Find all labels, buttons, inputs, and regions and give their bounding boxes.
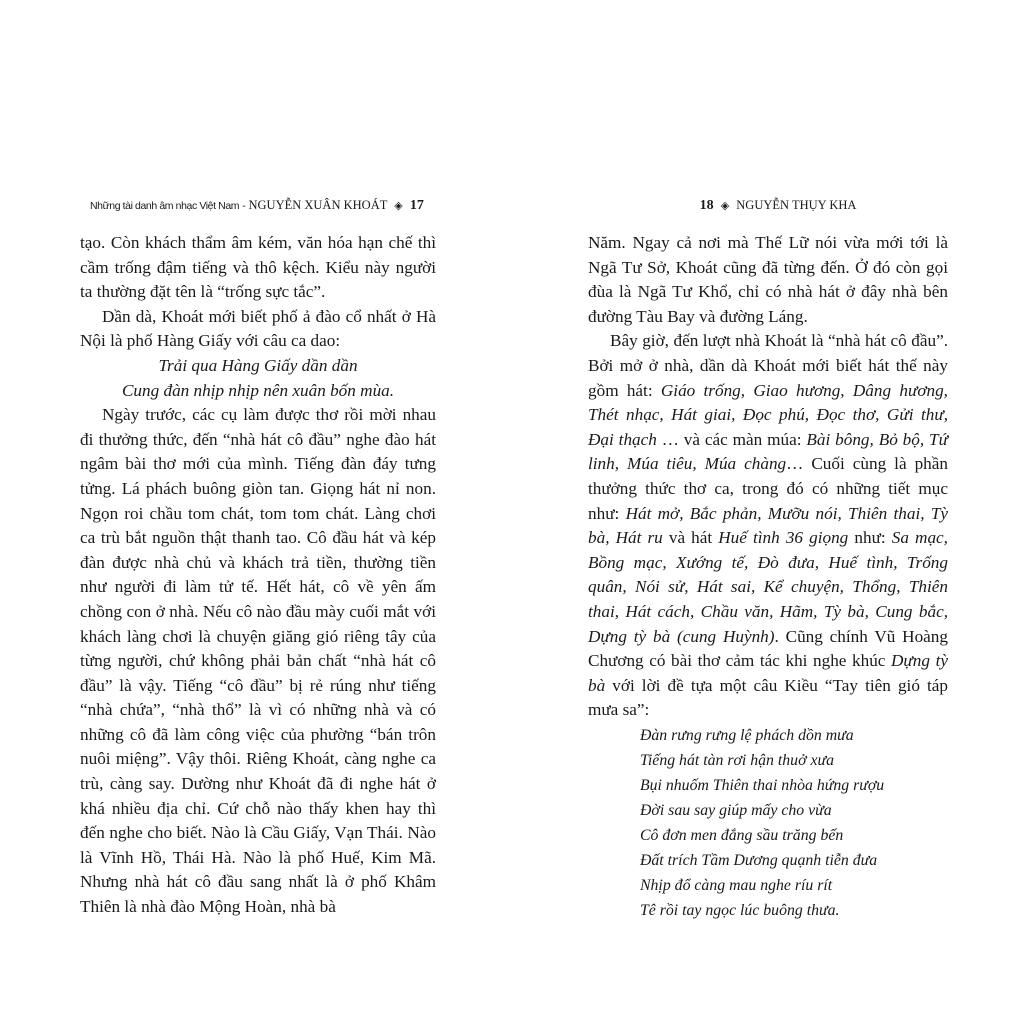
running-head-author: NGUYỄN XUÂN KHOÁT (248, 198, 388, 212)
text-run: . Cũng chính Vũ Hoàng Chương có bài thơ cảm tác khi nghe khúc (588, 626, 948, 671)
running-head-dash: - (242, 200, 246, 212)
italic-run: Bài bông, Bỏ bộ, Tứ linh, Múa tiêu, Múa chàng (588, 429, 948, 474)
paragraph (588, 329, 948, 723)
left-running-head (90, 198, 436, 214)
italic-run: Sa mạc, Bồng mạc, Xướng tế, Đò đưa, Huế tình, Trống quân, Nói sử, Hát sai, Kể chuyện, Thổng, Thiên thai, Hát cách, Chầu văn, Hãm, Tỳ bà, Cung bắc, Dựng tỳ bà (cung Huỳnh) (588, 528, 948, 646)
paragraph: Ngày trước, các cụ làm được thơ rồi mời nhau đi thưởng thức, đến “nhà hát cô đầu” nghe đào hát ngâm bài thơ mới của mình. Tiếng đàn đáy tưng tửng. Lá phách buông giòn tan. Giọng hát nỉ non. Ngọn roi chầu tom chát, tom tom chát. Làng chơi ca trù bắt nguồn thật thanh tao. Cô đầu hát và kép đàn được nhà chủ và khách trả tiền, thường tiền như người đi làm tử tế. Hết hát, cô về yên ấm chồng con ở nhà. Nếu cô nào đầu mày cuối mắt với khách làng chơi là chuyện giăng gió riêng tây của từng người, chứ không phải bản chất “nhà hát cô đầu” là vậy. Tiếng “cô đầu” bị rẻ rúng như tiếng “nhà chứa”, “nhà thổ” là vì có những nhà và có những cô đã làm công việc của phường “bán trôn nuôi miệng”. Vậy thôi. Riêng Khoát, càng nghe ca trù, càng say. Dường như Khoát đã đi nghe hát ở khá nhiều địa chỉ. Cứ chỗ nào thấy khen hay thì đến nghe cho biết. Nào là Cầu Giấy, Vạn Thái. Nào là Vĩnh Hồ, Thái Hà. Nào là phố Huế, Kim Mã. Nhưng nhà hát cô đầu sang nhất là ở phố Khâm Thiên là nhà đào Mộng Hoàn, nhà bà (80, 405, 436, 917)
text-run: như: (848, 528, 892, 548)
right-body-text (588, 231, 948, 923)
text-run: với lời đề tựa một câu Kiều “Tay tiên gió táp mưa sa”: (588, 675, 948, 720)
poem-line: Tiếng hát tàn rơi hận thuở xưa (640, 751, 834, 769)
poem-line: Đàn rưng rưng lệ phách dồn mưa (640, 726, 854, 744)
page-number: 17 (409, 198, 424, 213)
left-body-text (80, 231, 436, 920)
text-run: và hát (662, 528, 719, 548)
paragraph: Dần dà, Khoát mới biết phố ả đào cổ nhất ở Hà Nội là phố Hàng Giấy với câu ca dao: (80, 306, 436, 351)
italic-run: Hát mở, Bắc phản, Mưỡu nói, Thiên thai, Tỳ bà, Hát ru (588, 503, 949, 548)
paragraph: tạo. Còn khách thẩm âm kém, văn hóa hạn chế thì cầm trống đậm tiếng và thô kệch. Kiểu này người ta thường đặt tên là “trống sực tắc”. (80, 233, 436, 302)
poem-line: Tê rồi tay ngọc lúc buông thưa. (640, 901, 840, 919)
poem-line: Nhịp đổ càng mau nghe ríu rít (640, 876, 833, 894)
right-running-head (608, 198, 948, 214)
series-title: Những tài danh âm nhạc Việt Nam (90, 200, 240, 212)
poem-line: Trải qua Hàng Giấy dần dần (158, 355, 358, 375)
text-run: … và các màn múa: (656, 429, 807, 449)
poem-line: Cô đơn men đắng sầu trăng bến (640, 826, 844, 844)
italic-run: Huế tình 36 giọng (718, 528, 849, 548)
text-run: … Cuối cùng là phần thưởng thức thơ ca, trong đó có những tiết mục như: (588, 454, 948, 523)
poem-line: Cung đàn nhịp nhịp nên xuân bốn mùa. (121, 380, 395, 400)
italic-run: Giáo trống, Giao hương, Dâng hương, Thét nhạc, Hát giai, Đọc phú, Đọc thơ, Gửi thư, Đại thạch (588, 380, 948, 449)
running-head-author: NGUYỄN THỤY KHA (736, 198, 857, 212)
poem-line: Bụi nhuốm Thiên thai nhòa hứng rượu (640, 776, 885, 794)
page-number: 18 (699, 198, 714, 213)
poem-line: Đất trích Tầm Dương quạnh tiễn đưa (640, 851, 878, 869)
paragraph: Năm. Ngay cả nơi mà Thế Lữ nói vừa mới tới là Ngã Tư Sở, Khoát cũng đã từng đến. Ở đó còn gọi đùa là Ngã Tư Khổ, chỉ có nhà hát ở đây nhà bên đường Tàu Bay và đường Láng. (588, 233, 948, 326)
diamond-icon: ◈ (394, 200, 403, 212)
diamond-icon: ◈ (720, 200, 730, 212)
vu-hoang-chuong-poem (588, 723, 948, 923)
poem-line: Đời sau say giúp mấy cho vừa (640, 801, 832, 819)
italic-run: Dựng tỳ bà (588, 651, 948, 695)
ca-dao-poem (80, 354, 436, 403)
text-run: Bây giờ, đến lượt nhà Khoát là “nhà hát cô đầu”. Bởi mở ở nhà, dần dà Khoát mới biết hát thế này gồm hát: (588, 331, 948, 400)
